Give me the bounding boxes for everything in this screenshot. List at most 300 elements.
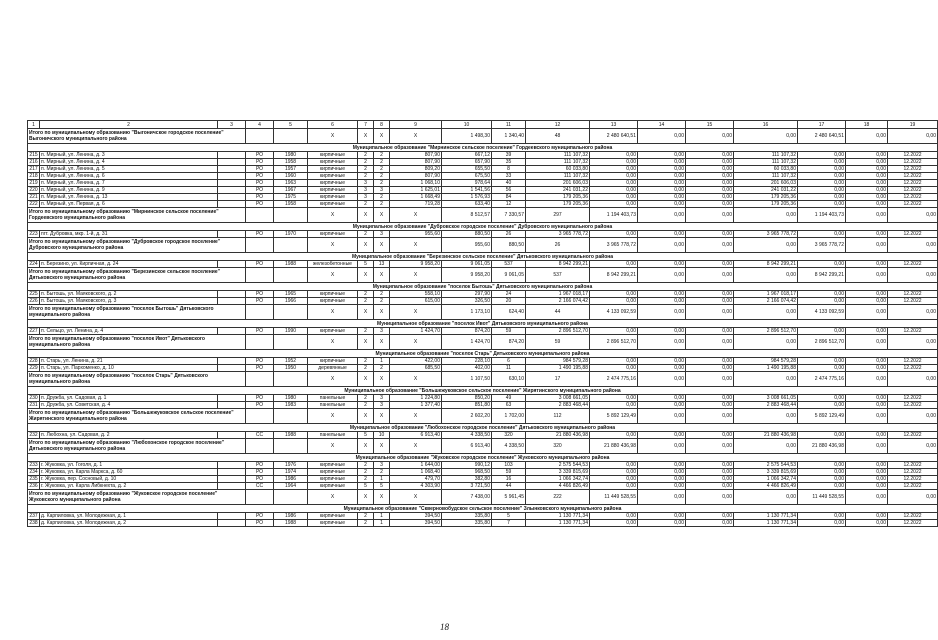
subtotal-label: Итого по муниципальному образованию "Любохонское городское поселение" Дятьковского муниципального района	[28, 439, 246, 454]
subtotal-row	[28, 490, 938, 505]
subtotal-cell: 880,50	[492, 238, 526, 253]
table-cell: 111 107,32	[734, 159, 798, 166]
subtotal-cell	[246, 372, 274, 387]
table-cell: 0,00	[846, 298, 888, 305]
table-cell: 0,00	[686, 432, 734, 439]
table-cell: 0,00	[798, 462, 846, 469]
subtotal-cell: 11 449 528,55	[798, 490, 846, 505]
table-cell: 1966	[274, 298, 308, 305]
table-cell	[218, 476, 246, 483]
section-title: Муниципальное образование "Любохонское городское поселение" Дятьковского муниципального района	[28, 424, 938, 432]
table-cell	[218, 298, 246, 305]
table-cell: 0,00	[590, 298, 638, 305]
table-cell: 2	[358, 395, 374, 402]
subtotal-cell: X	[358, 409, 374, 424]
table-cell: 60 033,80	[734, 166, 798, 173]
row-number: 233	[29, 462, 38, 468]
table-cell: 0,00	[590, 231, 638, 238]
table-cell: 12.2022	[888, 358, 938, 365]
table-cell: 4 303,90	[390, 483, 442, 490]
table-cell: 0,00	[846, 166, 888, 173]
table-cell: 0,00	[638, 432, 686, 439]
subtotal-cell: X	[374, 305, 390, 320]
table-cell: 3	[374, 402, 390, 409]
table-cell: 1980	[274, 395, 308, 402]
subtotal-cell: 0,00	[686, 439, 734, 454]
table-row	[28, 187, 938, 194]
row-number: 235	[29, 476, 38, 482]
column-number: 19	[888, 121, 938, 129]
subtotal-cell: 0,00	[686, 305, 734, 320]
table-cell: 3	[374, 231, 390, 238]
table-cell: 1 625,01	[390, 187, 442, 194]
subtotal-cell: 8 512,57	[442, 208, 492, 223]
table-cell: 3 008 661,05	[526, 395, 590, 402]
table-cell: 1 490 195,88	[734, 365, 798, 372]
row-number: 228	[29, 358, 38, 364]
table-cell: 0,00	[798, 187, 846, 194]
section-title: Муниципальное образование "Мирнинское сельское поселение" Гордеевского муниципального района	[28, 144, 938, 152]
address-cell: п. Мирный, ул. Первая, д. 6	[40, 201, 218, 208]
table-cell: 0,00	[638, 231, 686, 238]
table-cell: 1967	[274, 187, 308, 194]
table-cell	[218, 173, 246, 180]
table-cell: РО	[246, 201, 274, 208]
table-cell	[218, 520, 246, 527]
table-cell: 1958	[274, 201, 308, 208]
table-cell: 56	[492, 187, 526, 194]
table-cell	[218, 358, 246, 365]
section-header-row	[28, 350, 938, 358]
table-cell: 11	[492, 365, 526, 372]
address-cell: п. Мирный, ул. Ленина, д. 13	[40, 194, 218, 201]
table-cell: 0,00	[798, 298, 846, 305]
table-cell: 201 606,03	[526, 180, 590, 187]
subtotal-row	[28, 439, 938, 454]
section-header-row	[28, 387, 938, 395]
section-header-row	[28, 223, 938, 231]
subtotal-cell: 2 896 512,70	[798, 335, 846, 350]
table-cell: РО	[246, 173, 274, 180]
table-row	[28, 159, 938, 166]
table-cell: 12.2022	[888, 261, 938, 268]
row-number: 226	[29, 298, 38, 304]
table-cell: 1	[374, 513, 390, 520]
table-cell	[218, 187, 246, 194]
subtotal-cell	[274, 490, 308, 505]
table-cell: 12.2022	[888, 476, 938, 483]
section-title: Муниципальное образование "Большежуковское сельское поселение" Жирятинского муниципального района	[28, 387, 938, 395]
table-cell: 2	[358, 231, 374, 238]
table-row	[28, 469, 938, 476]
address-cell: п. Сельцо, ул. Ленина, д. 4	[40, 328, 218, 335]
table-cell: 809,20	[390, 166, 442, 173]
subtotal-cell: 21 880 436,98	[590, 439, 638, 454]
table-cell: кирпичные	[308, 159, 358, 166]
table-cell: 1 576,93	[442, 194, 492, 201]
table-cell: 0,00	[686, 476, 734, 483]
table-cell: 241 031,22	[526, 187, 590, 194]
subtotal-cell: X	[390, 409, 442, 424]
table-cell: 335,80	[442, 520, 492, 527]
table-cell: 2	[358, 173, 374, 180]
table-cell: 1 066 342,74	[526, 476, 590, 483]
subtotal-row	[28, 238, 938, 253]
table-cell: СС	[246, 432, 274, 439]
table-cell: 1983	[274, 402, 308, 409]
table-cell: 1 424,70	[390, 328, 442, 335]
table-cell: 1964	[274, 483, 308, 490]
table-cell: 0,00	[638, 152, 686, 159]
table-cell: 12.2022	[888, 187, 938, 194]
table-cell: 0,00	[846, 476, 888, 483]
section-title: Муниципальное образование "поселок Бытошь" Дятьковского муниципального района	[28, 283, 938, 291]
subtotal-cell: X	[390, 268, 442, 283]
address-cell: п. Мирный, ул. Ленина, д. 7	[40, 180, 218, 187]
table-cell: 2	[374, 201, 390, 208]
subtotal-cell: 8 942 299,21	[798, 268, 846, 283]
table-cell: 558,10	[390, 291, 442, 298]
table-cell: 8 942 299,21	[526, 261, 590, 268]
table-cell: кирпичные	[308, 166, 358, 173]
subtotal-cell: 0,00	[734, 208, 798, 223]
table-cell: 2 166 074,42	[526, 298, 590, 305]
subtotal-cell: 0,00	[734, 372, 798, 387]
subtotal-cell: X	[390, 305, 442, 320]
table-cell: 3 965 778,72	[734, 231, 798, 238]
row-number: 232	[29, 432, 38, 438]
subtotal-cell: 0,00	[638, 129, 686, 144]
table-cell: 0,00	[590, 152, 638, 159]
subtotal-cell: 0,00	[888, 372, 938, 387]
table-cell: 0,00	[686, 395, 734, 402]
section-title: Муниципальное образование "Дубровское городское поселение" Дубровского муниципального района	[28, 223, 938, 231]
table-cell: 1990	[274, 328, 308, 335]
table-cell: 0,00	[686, 201, 734, 208]
table-cell: 1	[374, 476, 390, 483]
page-number: 18	[440, 622, 449, 632]
table-cell: 10	[374, 432, 390, 439]
table-cell: 12	[492, 201, 526, 208]
table-cell: 3 965 778,72	[526, 231, 590, 238]
table-cell: 12.2022	[888, 513, 938, 520]
section-header-row	[28, 253, 938, 261]
table-cell: 1974	[274, 469, 308, 476]
table-cell: 26	[492, 231, 526, 238]
subtotal-cell: 0,00	[686, 238, 734, 253]
table-row	[28, 432, 938, 439]
table-cell: 0,00	[686, 462, 734, 469]
subtotal-cell	[274, 238, 308, 253]
table-cell: 1965	[274, 291, 308, 298]
table-cell: 0,00	[846, 152, 888, 159]
table-cell: 320	[492, 432, 526, 439]
row-number: 221	[29, 194, 38, 200]
table-cell: кирпичные	[308, 298, 358, 305]
table-cell: кирпичные	[308, 187, 358, 194]
table-cell	[218, 432, 246, 439]
column-number: 14	[638, 121, 686, 129]
table-cell: 0,00	[638, 159, 686, 166]
subtotal-cell: X	[390, 208, 442, 223]
subtotal-cell: 0,00	[888, 208, 938, 223]
row-number: 224	[29, 261, 38, 267]
table-cell: 0,00	[590, 194, 638, 201]
table-cell: 615,00	[390, 298, 442, 305]
table-cell: 0,00	[846, 395, 888, 402]
table-cell: 3 339 815,69	[526, 469, 590, 476]
table-cell: 0,00	[638, 513, 686, 520]
table-cell: РО	[246, 187, 274, 194]
table-cell: 850,20	[442, 395, 492, 402]
subtotal-cell: 320	[526, 439, 590, 454]
subtotal-cell: 1 173,10	[442, 305, 492, 320]
table-cell: 3	[358, 180, 374, 187]
subtotal-cell: X	[390, 372, 442, 387]
table-cell: 5	[374, 483, 390, 490]
subtotal-cell: 0,00	[846, 490, 888, 505]
table-cell: 1950	[274, 365, 308, 372]
table-cell: 984 579,28	[734, 358, 798, 365]
column-number-row	[28, 121, 938, 129]
table-cell: 0,00	[638, 469, 686, 476]
table-cell: 807,90	[390, 173, 442, 180]
table-cell: 0,00	[590, 166, 638, 173]
table-cell: кирпичные	[308, 358, 358, 365]
column-number: 1	[28, 121, 40, 129]
subtotal-row	[28, 409, 938, 424]
section-header-row	[28, 424, 938, 432]
table-cell: 0,00	[590, 180, 638, 187]
table-cell: 0,00	[590, 476, 638, 483]
table-cell: 0,00	[638, 476, 686, 483]
table-cell: РО	[246, 159, 274, 166]
table-cell: 12.2022	[888, 298, 938, 305]
table-cell	[218, 166, 246, 173]
table-cell: 2	[358, 298, 374, 305]
table-cell: 5	[358, 483, 374, 490]
table-cell: 2	[358, 152, 374, 159]
table-cell: 0,00	[686, 520, 734, 527]
table-cell: 0,00	[638, 173, 686, 180]
column-number: 13	[590, 121, 638, 129]
table-cell: 0,00	[798, 291, 846, 298]
table-cell: 3	[358, 194, 374, 201]
table-cell: 12.2022	[888, 159, 938, 166]
table-row	[28, 201, 938, 208]
table-cell: 0,00	[846, 365, 888, 372]
subtotal-cell: X	[308, 129, 358, 144]
subtotal-cell: 2 896 512,70	[590, 335, 638, 350]
table-cell: 479,70	[390, 476, 442, 483]
table-cell: 0,00	[686, 483, 734, 490]
subtotal-cell: X	[308, 335, 358, 350]
table-cell: 63	[492, 402, 526, 409]
table-cell: 0,00	[590, 469, 638, 476]
table-cell: деревянные	[308, 365, 358, 372]
table-cell: 0,00	[686, 365, 734, 372]
subtotal-row	[28, 335, 938, 350]
subtotal-cell: X	[308, 409, 358, 424]
subtotal-cell: 0,00	[686, 268, 734, 283]
subtotal-row	[28, 305, 938, 320]
table-cell: кирпичные	[308, 231, 358, 238]
table-cell: РО	[246, 513, 274, 520]
address-cell: г. Жуковка, ул. Карла Либкнехта, д. 2	[40, 483, 218, 490]
subtotal-row	[28, 129, 938, 144]
table-cell: 1 068,40	[390, 469, 442, 476]
table-cell: 0,00	[686, 513, 734, 520]
table-cell: 685,50	[390, 365, 442, 372]
subtotal-cell	[246, 129, 274, 144]
section-header-row	[28, 144, 938, 152]
row-number: 219	[29, 180, 38, 186]
table-row	[28, 365, 938, 372]
table-cell: 2	[374, 180, 390, 187]
table-cell: РО	[246, 402, 274, 409]
subtotal-cell	[246, 335, 274, 350]
table-cell: 633,40	[442, 201, 492, 208]
subtotal-label: Итого по муниципальному образованию "Большежуковское сельское поселение" Жирятинского муниципального района	[28, 409, 246, 424]
section-title: Муниципальное образование "поселок Старь" Дятьковского муниципального района	[28, 350, 938, 358]
subtotal-cell: 0,00	[846, 409, 888, 424]
housing-register-table	[27, 120, 938, 527]
subtotal-cell: 1 107,50	[442, 372, 492, 387]
table-cell: 1960	[274, 173, 308, 180]
table-cell	[218, 261, 246, 268]
table-row	[28, 462, 938, 469]
table-cell: 8 942 299,21	[734, 261, 798, 268]
column-number: 4	[246, 121, 274, 129]
table-cell: РО	[246, 358, 274, 365]
column-number: 9	[390, 121, 442, 129]
row-number: 216	[29, 159, 38, 165]
table-cell: 990,12	[442, 462, 492, 469]
table-cell: 1986	[274, 513, 308, 520]
table-cell: 1970	[274, 231, 308, 238]
table-cell: 0,00	[846, 291, 888, 298]
table-cell: РО	[246, 476, 274, 483]
table-cell: 0,00	[638, 365, 686, 372]
table-cell: 0,00	[686, 194, 734, 201]
table-cell: 2	[374, 469, 390, 476]
table-cell: 0,00	[590, 462, 638, 469]
subtotal-cell: 0,00	[888, 305, 938, 320]
table-cell: 422,00	[390, 358, 442, 365]
table-cell: 719,28	[390, 201, 442, 208]
table-cell: РО	[246, 166, 274, 173]
table-cell: 2	[374, 166, 390, 173]
table-cell: 1 668,49	[390, 194, 442, 201]
table-row	[28, 291, 938, 298]
table-cell: 44	[492, 483, 526, 490]
subtotal-cell: X	[358, 335, 374, 350]
subtotal-cell: X	[374, 238, 390, 253]
document-page	[27, 120, 936, 527]
subtotal-cell	[246, 409, 274, 424]
table-cell: 21 880 436,98	[526, 432, 590, 439]
table-cell: 0,00	[686, 152, 734, 159]
table-cell: 12.2022	[888, 201, 938, 208]
table-cell: 0,00	[686, 187, 734, 194]
address-cell: п. Дружба, ул. Садовая, д. 1	[40, 395, 218, 402]
subtotal-cell: 3 965 778,72	[798, 238, 846, 253]
table-cell: 1 130 771,34	[526, 520, 590, 527]
table-cell: 2 883 468,44	[734, 402, 798, 409]
table-cell: 7	[492, 520, 526, 527]
table-cell: 0,00	[590, 291, 638, 298]
table-cell: 297,90	[442, 291, 492, 298]
column-number: 10	[442, 121, 492, 129]
row-number: 234	[29, 469, 38, 475]
table-cell: кирпичные	[308, 476, 358, 483]
column-number: 12	[526, 121, 590, 129]
subtotal-cell	[274, 208, 308, 223]
table-cell: 12.2022	[888, 173, 938, 180]
table-cell: 657,90	[442, 159, 492, 166]
table-cell: 3	[374, 462, 390, 469]
row-number: 222	[29, 201, 38, 207]
table-cell: 21 880 436,98	[734, 432, 798, 439]
table-cell: 0,00	[590, 395, 638, 402]
column-number: 16	[734, 121, 798, 129]
subtotal-cell: 0,00	[888, 268, 938, 283]
subtotal-cell: 2 474 775,16	[798, 372, 846, 387]
table-cell: 2	[358, 159, 374, 166]
table-cell	[218, 395, 246, 402]
subtotal-cell: 8 942 299,21	[590, 268, 638, 283]
subtotal-label: Итого по муниципальному образованию "Мирнинское сельское поселение" Гордеевского муниципального района	[28, 208, 246, 223]
table-cell: 2	[358, 520, 374, 527]
subtotal-cell: 0,00	[734, 268, 798, 283]
table-cell: 2 575 544,53	[734, 462, 798, 469]
table-cell: 0,00	[846, 520, 888, 527]
column-number: 18	[846, 121, 888, 129]
table-cell	[218, 194, 246, 201]
address-cell: п. Мирный, ул. Ленина, д. 3	[40, 152, 218, 159]
subtotal-cell: 1 424,70	[442, 335, 492, 350]
subtotal-cell: X	[390, 335, 442, 350]
row-number: 217	[29, 166, 38, 172]
table-cell: 675,50	[442, 173, 492, 180]
table-cell: 201 606,03	[734, 180, 798, 187]
table-cell: 4 338,50	[442, 432, 492, 439]
table-cell: РО	[246, 328, 274, 335]
table-cell: 35	[492, 159, 526, 166]
table-cell: 0,00	[798, 261, 846, 268]
table-cell: 0,00	[638, 358, 686, 365]
section-header-row	[28, 283, 938, 291]
section-header-row	[28, 320, 938, 328]
section-title: Муниципальное образование "поселок Ивот" Дятьковского муниципального района	[28, 320, 938, 328]
table-cell: 5	[492, 513, 526, 520]
table-cell: 1988	[274, 432, 308, 439]
table-cell: 59	[492, 469, 526, 476]
table-cell: 1958	[274, 159, 308, 166]
table-cell: 0,00	[590, 261, 638, 268]
table-cell: кирпичные	[308, 469, 358, 476]
address-cell: г. Жуковка, ул. Гоголя, д. 1	[40, 462, 218, 469]
table-cell	[218, 469, 246, 476]
subtotal-cell: 0,00	[686, 208, 734, 223]
table-cell: 1 068,10	[390, 180, 442, 187]
subtotal-cell: 0,00	[888, 439, 938, 454]
subtotal-cell	[274, 268, 308, 283]
address-cell: д. Карпиловка, ул. Молодежная, д. 2	[40, 520, 218, 527]
table-cell: 0,00	[846, 462, 888, 469]
table-cell: 0,00	[798, 194, 846, 201]
table-cell: 3 339 815,69	[734, 469, 798, 476]
